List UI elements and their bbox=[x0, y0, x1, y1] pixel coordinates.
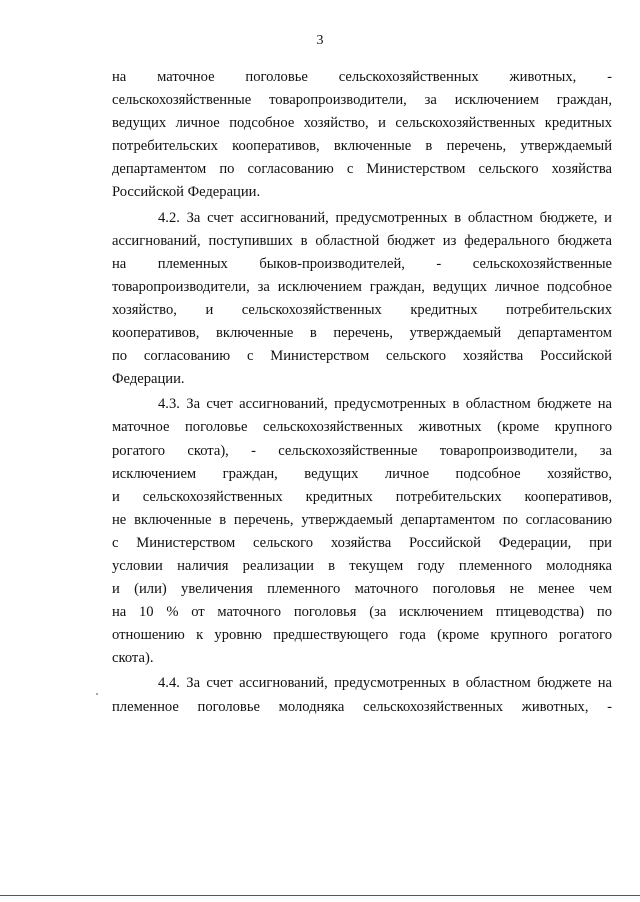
text-line: департаментом по согласованию с Министерством сельского хозяйства bbox=[112, 161, 612, 178]
paragraph-continuation bbox=[112, 66, 612, 205]
scan-speck bbox=[96, 693, 98, 695]
text-line: ассигнований, поступивших в областной бюджет из федерального бюджета bbox=[112, 232, 612, 249]
text-line: с Министерством сельского хозяйства Российской Федерации, при bbox=[112, 534, 612, 551]
text-line: по согласованию с Министерством сельского хозяйства Российской bbox=[112, 348, 612, 365]
text-line: Российской Федерации. bbox=[112, 184, 261, 201]
text-line: на маточное поголовье сельскохозяйственных животных, - bbox=[112, 69, 612, 85]
text-line: ведущих личное подсобное хозяйство, и сельскохозяйственных кредитных bbox=[112, 115, 612, 132]
text-line: 4.3. За счет ассигнований, предусмотренных в областном бюджете на bbox=[158, 396, 612, 413]
page-bottom-edge bbox=[0, 895, 640, 896]
text-line: сельскохозяйственные товаропроизводители, за исключением граждан, bbox=[112, 92, 612, 109]
text-line: 4.2. За счет ассигнований, предусмотренных в областном бюджете, и bbox=[158, 209, 612, 226]
text-line: не включенные в перечень, утверждаемый департаментом по согласованию bbox=[112, 511, 612, 528]
text-line: и сельскохозяйственных кредитных потребительских кооперативов, bbox=[112, 488, 612, 505]
text-line: хозяйство, и сельскохозяйственных кредитных потребительских bbox=[112, 301, 612, 318]
text-line: товаропроизводители, за исключением граждан, ведущих личное подсобное bbox=[112, 278, 612, 295]
page-number: 3 bbox=[316, 33, 324, 48]
text-line: маточное поголовье сельскохозяйственных животных (кроме крупного bbox=[112, 419, 612, 436]
text-line: исключением граждан, ведущих личное подсобное хозяйство, bbox=[112, 465, 612, 482]
paragraph-4-2 bbox=[112, 207, 612, 392]
text-line: 4.4. За счет ассигнований, предусмотренных в областном бюджете на bbox=[158, 675, 612, 692]
text-line: племенное поголовье молодняка сельскохозяйственных животных, - bbox=[112, 698, 612, 715]
paragraph-4-3 bbox=[112, 393, 612, 670]
text-line: рогатого скота), - сельскохозяйственные товаропроизводители, за bbox=[112, 442, 612, 459]
paragraph-4-4 bbox=[112, 672, 612, 718]
text-line: кооперативов, включенные в перечень, утверждаемый департаментом bbox=[112, 325, 612, 342]
text-line: Федерации. bbox=[112, 371, 185, 388]
document-body bbox=[112, 66, 612, 721]
text-line: и (или) увеличения племенного маточного поголовья не менее чем bbox=[112, 581, 612, 598]
text-line: отношению к уровню предшествующего года (кроме крупного рогатого bbox=[112, 627, 612, 644]
text-line: условии наличия реализации в текущем году племенного молодняка bbox=[112, 557, 612, 574]
text-line: на 10 % от маточного поголовья (за исключением птицеводства) по bbox=[112, 604, 612, 621]
text-line: на племенных быков-производителей, - сельскохозяйственные bbox=[112, 255, 612, 272]
text-line: потребительских кооперативов, включенные в перечень, утверждаемый bbox=[112, 138, 612, 155]
text-line: скота). bbox=[112, 650, 154, 667]
